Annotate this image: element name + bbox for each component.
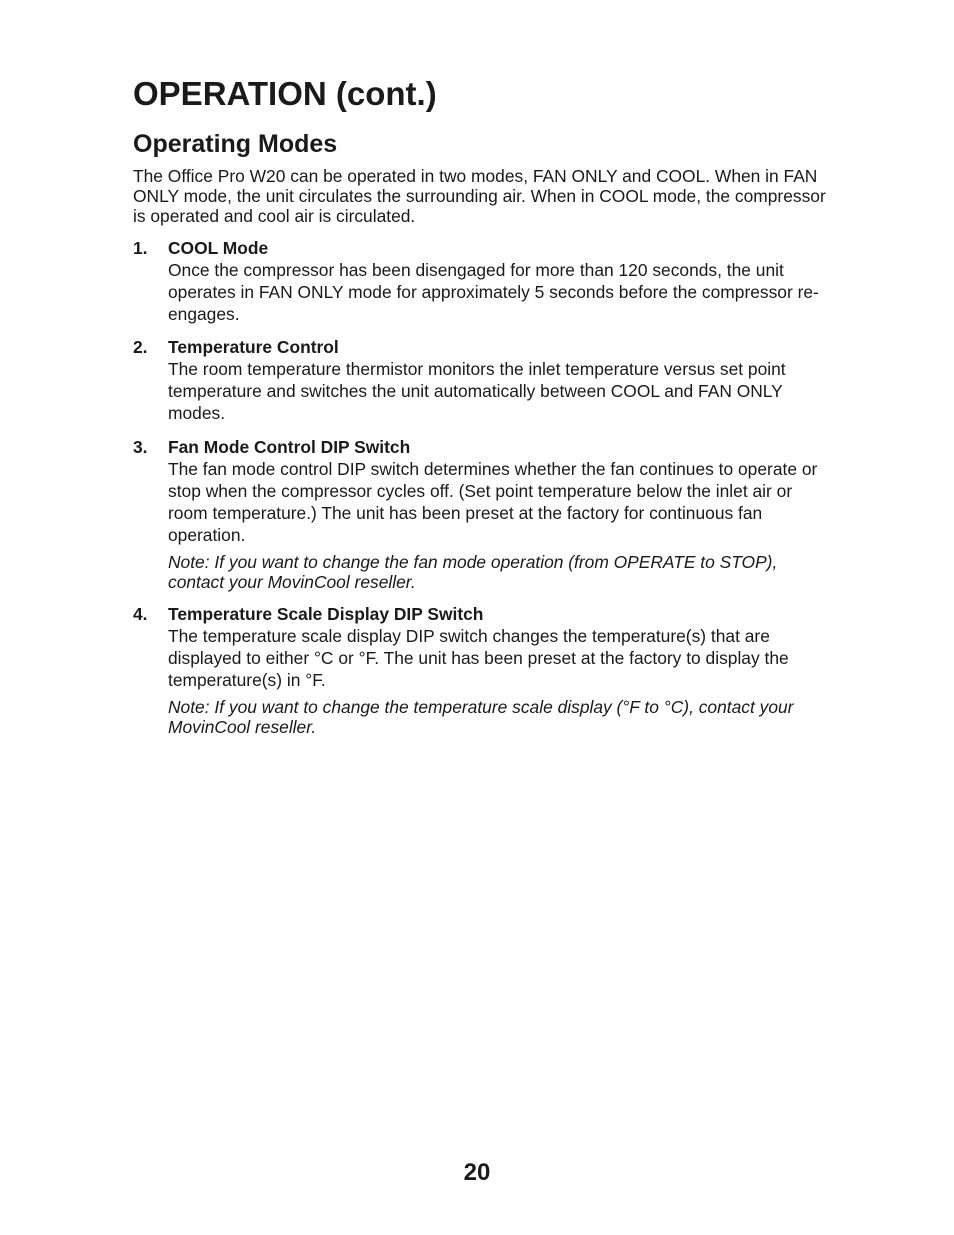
intro-paragraph: The Office Pro W20 can be operated in two modes, FAN ONLY and COOL. When in FAN ONLY mode, the unit circulates the surrounding air. When in COOL mode, the compressor is operated and cool air is circulated. — [133, 166, 826, 226]
list-item-cool-mode — [133, 237, 833, 325]
list-item-number: 1. — [133, 238, 148, 258]
list-item-heading: Fan Mode Control DIP Switch — [168, 437, 411, 457]
list-item-fan-mode-dip-switch — [133, 436, 833, 592]
section-title: Operating Modes — [133, 130, 338, 158]
list-item-heading: Temperature Control — [168, 337, 339, 357]
list-item-heading: Temperature Scale Display DIP Switch — [168, 604, 484, 624]
list-item-note: Note: If you want to change the fan mode operation (from OPERATE to STOP), contact your MovinCool reseller. — [168, 552, 778, 592]
list-item-text: Once the compressor has been disengaged for more than 120 seconds, the unit operates in FAN ONLY mode for approximately 5 seconds before the compressor re-engages. — [168, 260, 819, 324]
list-item-number: 4. — [133, 604, 148, 624]
list-item-number: 2. — [133, 337, 148, 357]
list-item-temperature-control — [133, 336, 833, 424]
list-item-text: The fan mode control DIP switch determines whether the fan continues to operate or stop when the compressor cycles off. (Set point temperature below the inlet air or room temperature.) The unit has been preset at the factory for continuous fan operation. — [168, 459, 818, 545]
list-item-text: The room temperature thermistor monitors the inlet temperature versus set point temperature and switches the unit automatically between COOL and FAN ONLY modes. — [168, 359, 786, 423]
page-number: 20 — [463, 1159, 491, 1186]
list-item-text: The temperature scale display DIP switch changes the temperature(s) that are displayed to either °C or °F. The unit has been preset at the factory to display the temperature(s) in °F. — [168, 626, 789, 690]
list-item-number: 3. — [133, 437, 148, 457]
page-title: OPERATION (cont.) — [133, 75, 437, 112]
list-item-heading: COOL Mode — [168, 238, 269, 258]
list-item-temperature-scale-dip-switch — [133, 603, 833, 737]
list-item-note: Note: If you want to change the temperature scale display (°F to °C), contact your MovinCool reseller. — [168, 697, 794, 737]
